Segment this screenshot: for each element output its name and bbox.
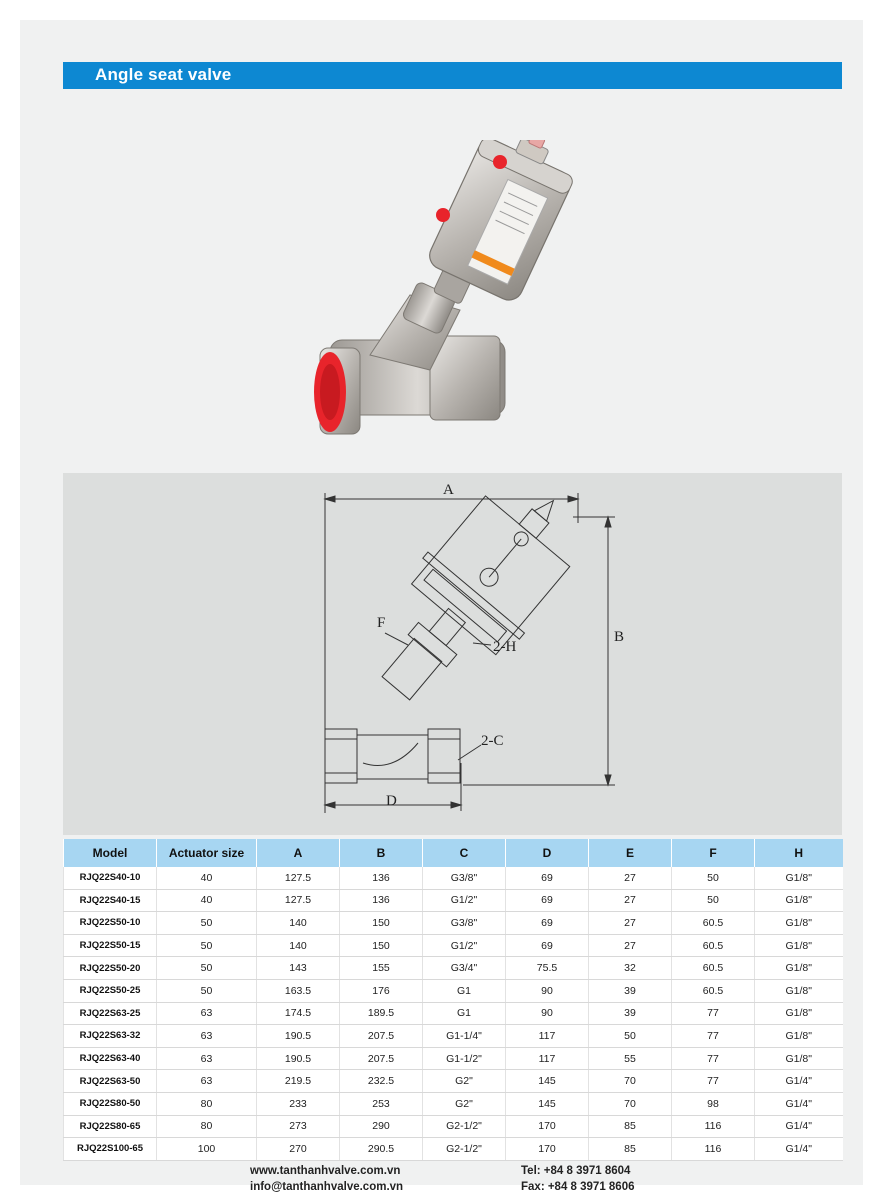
table-cell: G1/4" [755,1138,843,1161]
footer-contact-phone [521,1163,635,1195]
table-cell: 145 [506,1070,589,1093]
table-cell: G1/2" [423,889,506,912]
table-cell: G1/8" [755,912,843,935]
table-cell: 70 [589,1092,672,1115]
table-cell: 170 [506,1115,589,1138]
table-cell: 39 [589,1002,672,1025]
cell-model: RJQ22S63-50 [64,1070,157,1093]
cell-model: RJQ22S50-25 [64,979,157,1002]
table-cell: 127.5 [257,867,340,889]
footer-contact-web [250,1163,403,1195]
side-port-plug [436,208,450,222]
table-cell: 50 [157,934,257,957]
table-cell: 50 [157,979,257,1002]
table-cell: 207.5 [340,1025,423,1048]
table-cell: 290.5 [340,1138,423,1161]
table-cell: 207.5 [340,1047,423,1070]
table-cell: 145 [506,1092,589,1115]
table-cell: 140 [257,934,340,957]
table-cell: 140 [257,912,340,935]
dim-label-b: B [614,629,625,645]
page-title: Angle seat valve [95,65,232,84]
table-row [64,1002,843,1025]
table-cell: G1/4" [755,1115,843,1138]
table-cell: 190.5 [257,1047,340,1070]
table-cell: 27 [589,934,672,957]
header-h: H [755,839,843,867]
table-row [64,912,843,935]
email-link[interactable]: info@tanthanhvalve.com.vn [250,1181,404,1193]
table-row [64,934,843,957]
dim-label-h: 2-H [493,639,517,655]
table-cell: G1/4" [755,1070,843,1093]
cell-model: RJQ22S40-15 [64,889,157,912]
table-cell: 253 [340,1092,423,1115]
table-cell: 63 [157,1047,257,1070]
table-cell: 189.5 [340,1002,423,1025]
table-cell: 176 [340,979,423,1002]
table-cell: 116 [672,1115,755,1138]
table-cell: 233 [257,1092,340,1115]
table-cell: 273 [257,1115,340,1138]
table-cell: 117 [506,1025,589,1048]
table-cell: 136 [340,867,423,889]
table-cell: G1/8" [755,867,843,889]
header-e: E [589,839,672,867]
header-d: D [506,839,589,867]
valve-photo [300,140,600,450]
header-actuator-size: Actuator size [157,839,257,867]
table-row [64,1070,843,1093]
table-cell: 136 [340,889,423,912]
header-f: F [672,839,755,867]
header-model: Model [64,839,157,867]
table-cell: 174.5 [257,1002,340,1025]
telephone: Tel: +84 8 3971 8604 [521,1165,631,1177]
table-cell: G1/2" [423,934,506,957]
dim-label-f: F [377,615,386,631]
table-cell: 69 [506,934,589,957]
table-cell: 60.5 [672,934,755,957]
cell-model: RJQ22S50-10 [64,912,157,935]
table-cell: G3/8" [423,867,506,889]
table-cell: 143 [257,957,340,980]
table-row [64,1138,843,1161]
fax: Fax: +84 8 3971 8606 [521,1181,635,1193]
spec-table [63,839,843,1161]
table-row [64,1115,843,1138]
table-cell: 155 [340,957,423,980]
table-cell: 50 [672,867,755,889]
table-cell: 63 [157,1025,257,1048]
table-cell: 55 [589,1047,672,1070]
table-cell: 63 [157,1002,257,1025]
top-port-plug [493,155,507,169]
dim-label-d: D [386,793,397,809]
table-cell: 32 [589,957,672,980]
table-cell: 127.5 [257,889,340,912]
cell-model: RJQ22S63-32 [64,1025,157,1048]
table-row [64,979,843,1002]
table-cell: G1-1/2" [423,1047,506,1070]
table-cell: 117 [506,1047,589,1070]
table-cell: 69 [506,912,589,935]
dimension-drawing-panel [63,473,842,835]
table-cell: 27 [589,889,672,912]
header-b: B [340,839,423,867]
title-bar [63,62,842,89]
table-cell: G2-1/2" [423,1115,506,1138]
table-cell: 63 [157,1070,257,1093]
cell-model: RJQ22S80-50 [64,1092,157,1115]
table-cell: 100 [157,1138,257,1161]
table-cell: 50 [589,1025,672,1048]
table-cell: 77 [672,1002,755,1025]
table-cell: 150 [340,912,423,935]
table-cell: G3/4" [423,957,506,980]
table-cell: 60.5 [672,979,755,1002]
table-cell: 90 [506,1002,589,1025]
header-a: A [257,839,340,867]
table-cell: G2" [423,1070,506,1093]
table-cell: 232.5 [340,1070,423,1093]
table-cell: G1/8" [755,889,843,912]
website-link[interactable]: www.tanthanhvalve.com.vn [250,1165,401,1177]
table-cell: 80 [157,1115,257,1138]
table-cell: G2-1/2" [423,1138,506,1161]
table-cell: 60.5 [672,912,755,935]
cell-model: RJQ22S80-65 [64,1115,157,1138]
table-cell: G1 [423,979,506,1002]
table-cell: G1/8" [755,934,843,957]
cell-model: RJQ22S50-15 [64,934,157,957]
dimension-drawing [63,473,842,835]
table-cell: G1/8" [755,1025,843,1048]
table-cell: 40 [157,889,257,912]
table-row [64,889,843,912]
table-cell: 77 [672,1025,755,1048]
table-cell: 170 [506,1138,589,1161]
dim-label-a: A [443,482,454,498]
table-cell: G1/8" [755,1047,843,1070]
table-cell: 40 [157,867,257,889]
table-cell: 50 [157,912,257,935]
cell-model: RJQ22S63-40 [64,1047,157,1070]
table-cell: 60.5 [672,957,755,980]
table-cell: G2" [423,1092,506,1115]
table-cell: 69 [506,867,589,889]
table-cell: G1-1/4" [423,1025,506,1048]
table-cell: 270 [257,1138,340,1161]
table-cell: 85 [589,1138,672,1161]
table-cell: 116 [672,1138,755,1161]
table-cell: 77 [672,1047,755,1070]
table-cell: 27 [589,912,672,935]
table-cell: 50 [672,889,755,912]
cell-model: RJQ22S50-20 [64,957,157,980]
table-cell: 39 [589,979,672,1002]
table-cell: 190.5 [257,1025,340,1048]
table-cell: 70 [589,1070,672,1093]
table-cell: 98 [672,1092,755,1115]
table-cell: 80 [157,1092,257,1115]
table-cell: G3/8" [423,912,506,935]
header-c: C [423,839,506,867]
table-row [64,957,843,980]
cell-model: RJQ22S100-65 [64,1138,157,1161]
table-cell: 90 [506,979,589,1002]
table-body [64,867,843,1160]
table-header-row [64,839,843,867]
table-cell: 290 [340,1115,423,1138]
table-cell: 150 [340,934,423,957]
dim-label-c: 2-C [481,733,504,749]
table-cell: 75.5 [506,957,589,980]
table-cell: 77 [672,1070,755,1093]
table-cell: 50 [157,957,257,980]
table-cell: G1/8" [755,979,843,1002]
table-cell: G1 [423,1002,506,1025]
table-row [64,1025,843,1048]
cell-model: RJQ22S40-10 [64,867,157,889]
table-cell: 163.5 [257,979,340,1002]
table-cell: 69 [506,889,589,912]
table-row [64,867,843,889]
cell-model: RJQ22S63-25 [64,1002,157,1025]
table-cell: G1/4" [755,1092,843,1115]
table-cell: 27 [589,867,672,889]
table-cell: 219.5 [257,1070,340,1093]
table-cell: G1/8" [755,1002,843,1025]
table-cell: G1/8" [755,957,843,980]
table-row [64,1092,843,1115]
table-row [64,1047,843,1070]
table-cell: 85 [589,1115,672,1138]
